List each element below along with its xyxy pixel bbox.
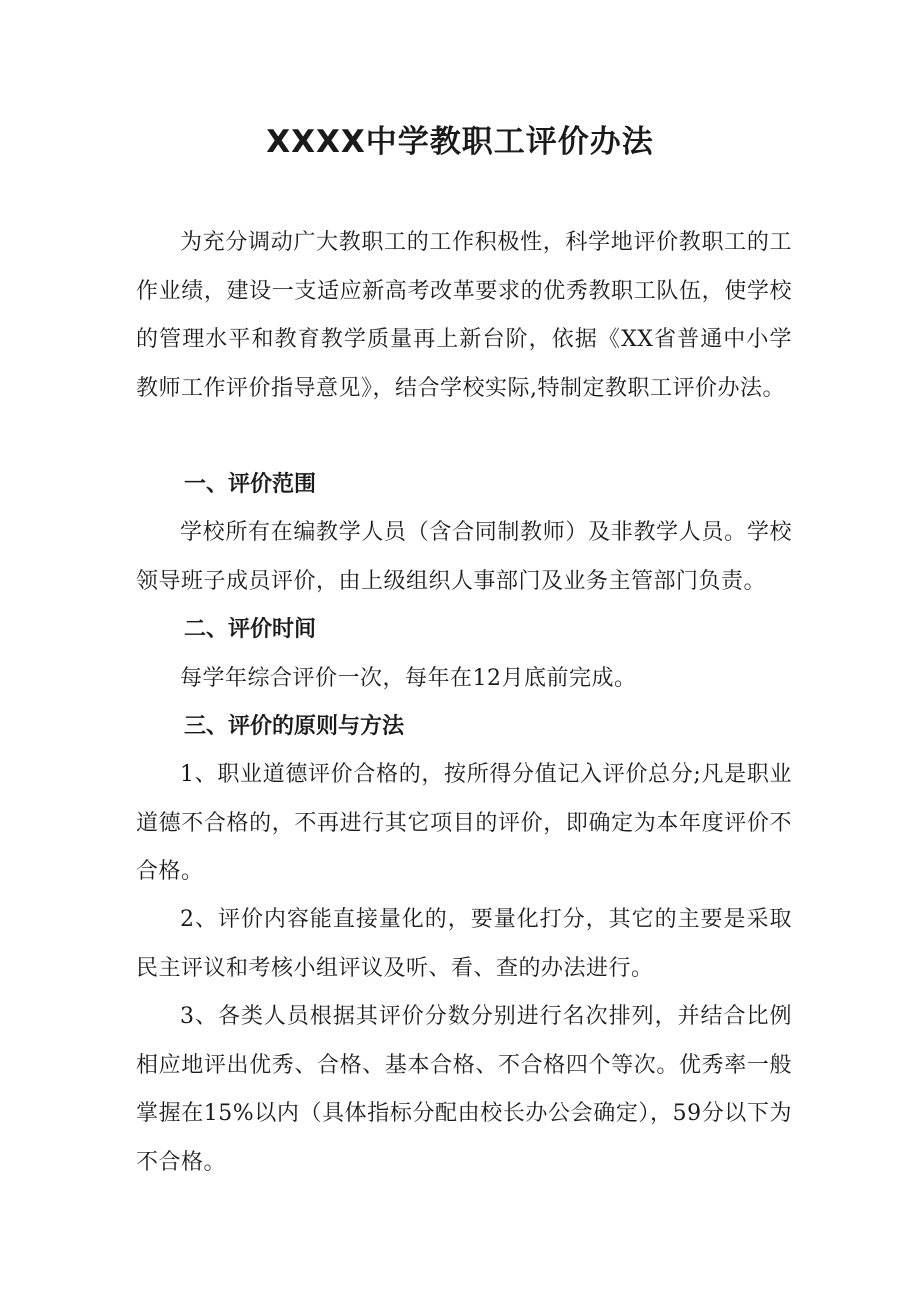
principle-item-3: 3、各类人员根据其评价分数分别进行名次排列，并结合比例相应地评出优秀、合格、基本合格、不合格四个等次。优秀率一般掌握在15%以内（具体指标分配由校长办公会确定），59分以下为不合格。 [136,1004,792,1175]
section-body-scope: 学校所有在编教学人员（含合同制教师）及非教学人员。学校领导班子成员评价，由上级组织人事部门及业务主管部门负责。 [136,520,792,594]
document-title: XXXX中学教职工评价办法 [266,124,654,160]
principle-item-2: 2、评价内容能直接量化的，要量化打分，其它的主要是采取民主评议和考核小组评议及听、看、查的办法进行。 [136,907,792,981]
principle-item-1: 1、职业道德评价合格的，按所得分值记入评价总分;凡是职业道德不合格的，不再进行其它项目的评价，即确定为本年度评价不合格。 [136,762,792,884]
section-heading-principles: 三、评价的原则与方法 [184,714,405,739]
section-heading-time: 二、评价时间 [184,617,317,642]
section-body-time: 每学年综合评价一次，每年在12月底前完成。 [180,666,637,691]
intro-paragraph: 为充分调动广大教职工的工作积极性，科学地评价教职工的工作业绩，建设一支适应新高考改革要求的优秀教职工队伍，使学校的管理水平和教育教学质量再上新台阶，依据《XX省普通中小学教师工作评价指导意见》，结合学校实际,特制定教职工评价办法。 [136,230,792,401]
section-heading-scope: 一、评价范围 [184,472,317,497]
